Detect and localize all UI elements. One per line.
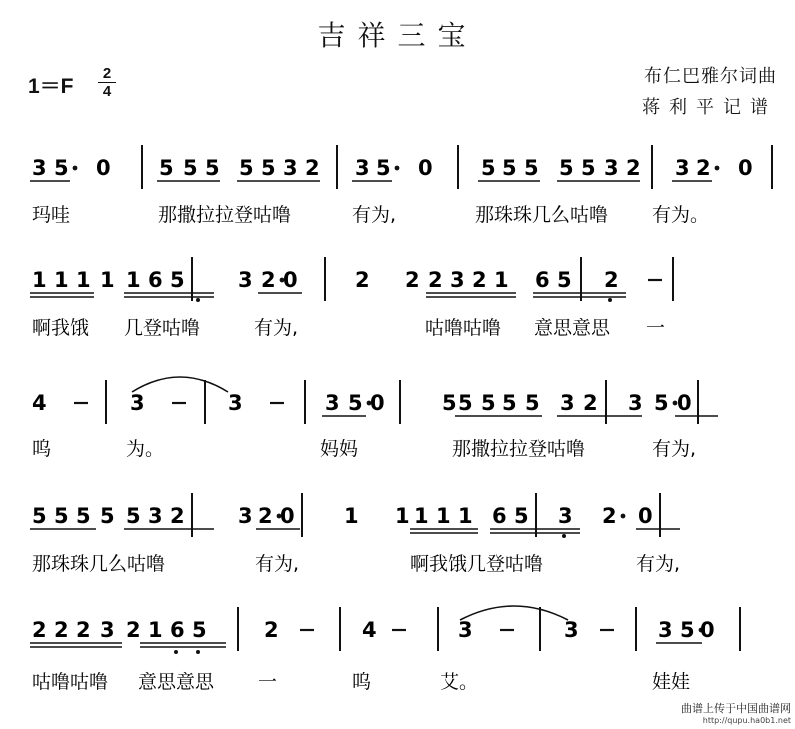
note-3: 3 bbox=[238, 268, 253, 292]
footer-watermark bbox=[681, 703, 791, 727]
note-4: 4 bbox=[362, 618, 377, 642]
lyric-segment: 妈妈 bbox=[320, 438, 359, 460]
lyric-segment: 呜 bbox=[352, 671, 372, 693]
note-5: 5 bbox=[54, 504, 69, 528]
lyric-segment: 呜 bbox=[32, 438, 52, 460]
note-3: 3 bbox=[450, 268, 465, 292]
note-2: 2 bbox=[696, 156, 711, 180]
low-octave-dot bbox=[174, 650, 178, 654]
note-3: 3 bbox=[560, 391, 575, 415]
note-2: 2 bbox=[126, 618, 141, 642]
note-2: 2 bbox=[170, 504, 185, 528]
note-1: 1 bbox=[54, 268, 69, 292]
meter-top: 2 bbox=[102, 65, 112, 82]
note-5: 5 bbox=[581, 156, 596, 180]
lyric-segment: 意思意思 bbox=[534, 317, 611, 339]
note-5: 5 bbox=[514, 504, 529, 528]
note-5: 5 bbox=[348, 391, 363, 415]
lyric-segment: 那珠珠几么咕噜 bbox=[32, 553, 166, 575]
note-3: 3 bbox=[325, 391, 340, 415]
note-3: 3 bbox=[355, 156, 370, 180]
lyric-segment: 意思意思 bbox=[138, 671, 215, 693]
note-3: 3 bbox=[228, 391, 243, 415]
note-0: 0 bbox=[677, 391, 692, 415]
augmentation-dot bbox=[395, 166, 400, 171]
note-1: 1 bbox=[148, 618, 163, 642]
augmentation-dot bbox=[621, 514, 626, 519]
note-3: 3 bbox=[564, 618, 579, 642]
note-6: 6 bbox=[535, 268, 550, 292]
note-2: 2 bbox=[54, 618, 69, 642]
lyric-segment: 有为, bbox=[652, 438, 697, 460]
lyric-segment: 玛哇 bbox=[32, 204, 71, 226]
credit-notation: 蒋利平记谱 bbox=[642, 97, 777, 118]
note-0: 0 bbox=[96, 156, 111, 180]
note-3: 3 bbox=[675, 156, 690, 180]
note-2: 2 bbox=[258, 504, 273, 528]
note-3: 3 bbox=[100, 618, 115, 642]
note-2: 2 bbox=[472, 268, 487, 292]
note-1: 1 bbox=[494, 268, 509, 292]
upload-note: 曲谱上传于中国曲谱网 bbox=[681, 702, 791, 715]
lyric-segment: 有为, bbox=[352, 204, 397, 226]
note-5: 5 bbox=[481, 156, 496, 180]
note-5: 5 bbox=[205, 156, 220, 180]
note-5: 5 bbox=[32, 504, 47, 528]
key-signature: 1＝F bbox=[28, 75, 74, 98]
tie-arc bbox=[132, 377, 228, 392]
lyric-segment: 咕噜咕噜 bbox=[425, 317, 502, 339]
note-5: 5 bbox=[525, 391, 540, 415]
note-0: 0 bbox=[738, 156, 753, 180]
note-4: 4 bbox=[32, 391, 47, 415]
note-5: 5 bbox=[261, 156, 276, 180]
lyric-segment: 有为, bbox=[255, 553, 300, 575]
note-3: 3 bbox=[238, 504, 253, 528]
low-octave-dot bbox=[196, 298, 200, 302]
note-0: 0 bbox=[700, 618, 715, 642]
lyric-segment: 有为。 bbox=[652, 204, 710, 226]
low-octave-dot bbox=[608, 298, 612, 302]
note-3: 3 bbox=[130, 391, 145, 415]
note-5: 5 bbox=[458, 391, 473, 415]
note-5: 5 bbox=[557, 268, 572, 292]
note-2: 2 bbox=[604, 268, 619, 292]
note-5: 5 bbox=[159, 156, 174, 180]
note-5: 5 bbox=[502, 391, 517, 415]
augmentation-dot bbox=[715, 166, 720, 171]
note-1: 1 bbox=[100, 268, 115, 292]
credit-lyrics-music: 布仁巴雅尔词曲 bbox=[644, 66, 777, 87]
note-2: 2 bbox=[602, 504, 617, 528]
note-5: 5 bbox=[126, 504, 141, 528]
note-5: 5 bbox=[481, 391, 496, 415]
tie-arc bbox=[460, 606, 568, 620]
note-2: 2 bbox=[261, 268, 276, 292]
lyric-segment: 那撒拉拉登咕噜 bbox=[158, 204, 292, 226]
note-0: 0 bbox=[283, 268, 298, 292]
note-5: 5 bbox=[76, 504, 91, 528]
meter-bottom: 4 bbox=[102, 83, 112, 100]
song-title: 吉祥三宝 bbox=[317, 19, 478, 52]
lyric-segment: 娃娃 bbox=[652, 671, 691, 693]
lyric-segment: 啊我饿几登咕噜 bbox=[410, 553, 544, 575]
note-5: 5 bbox=[502, 156, 517, 180]
note-5: 5 bbox=[654, 391, 669, 415]
note-1: 1 bbox=[458, 504, 473, 528]
note-1: 1 bbox=[344, 504, 359, 528]
note-1: 1 bbox=[32, 268, 47, 292]
lyric-segment: 咕噜咕噜 bbox=[32, 671, 109, 693]
note-5: 5 bbox=[54, 156, 69, 180]
note-0: 0 bbox=[638, 504, 653, 528]
lyric-segment: 那珠珠几么咕噜 bbox=[475, 204, 609, 226]
note-2: 2 bbox=[583, 391, 598, 415]
note-2: 2 bbox=[76, 618, 91, 642]
lyric-segment: 一 bbox=[646, 317, 666, 339]
note-3: 3 bbox=[558, 504, 573, 528]
lyric-segment: 一 bbox=[258, 671, 278, 693]
note-5: 5 bbox=[100, 504, 115, 528]
note-6: 6 bbox=[170, 618, 185, 642]
note-2: 2 bbox=[305, 156, 320, 180]
note-3: 3 bbox=[658, 618, 673, 642]
note-2: 2 bbox=[32, 618, 47, 642]
lyric-segment: 几登咕噜 bbox=[124, 317, 201, 339]
low-octave-dot bbox=[562, 534, 566, 538]
augmentation-dot bbox=[73, 166, 78, 171]
note-1: 1 bbox=[414, 504, 429, 528]
note-1: 1 bbox=[76, 268, 91, 292]
note-2: 2 bbox=[355, 268, 370, 292]
note-2: 2 bbox=[405, 268, 420, 292]
lyric-segment: 有为, bbox=[636, 553, 681, 575]
lyric-segment: 有为, bbox=[254, 317, 299, 339]
note-2: 2 bbox=[626, 156, 641, 180]
note-5: 5 bbox=[239, 156, 254, 180]
note-5: 5 bbox=[376, 156, 391, 180]
note-3: 3 bbox=[32, 156, 47, 180]
note-6: 6 bbox=[148, 268, 163, 292]
lyric-segment: 艾。 bbox=[440, 671, 479, 693]
note-0: 0 bbox=[418, 156, 433, 180]
low-octave-dot bbox=[196, 650, 200, 654]
note-3: 3 bbox=[628, 391, 643, 415]
note-5: 5 bbox=[192, 618, 207, 642]
note-5: 5 bbox=[183, 156, 198, 180]
note-1: 1 bbox=[436, 504, 451, 528]
note-2: 2 bbox=[428, 268, 443, 292]
note-3: 3 bbox=[148, 504, 163, 528]
note-3: 3 bbox=[458, 618, 473, 642]
note-6: 6 bbox=[492, 504, 507, 528]
note-1: 1 bbox=[126, 268, 141, 292]
note-0: 0 bbox=[280, 504, 295, 528]
site-url: http://qupu.ha0b1.net bbox=[702, 716, 791, 725]
note-1: 1 bbox=[395, 504, 410, 528]
lyric-segment: 啊我饿 bbox=[32, 317, 90, 339]
note-5: 5 bbox=[170, 268, 185, 292]
note-5: 5 bbox=[442, 391, 457, 415]
note-5: 5 bbox=[524, 156, 539, 180]
note-3: 3 bbox=[604, 156, 619, 180]
note-5: 5 bbox=[559, 156, 574, 180]
lyric-segment: 那撒拉拉登咕噜 bbox=[452, 438, 586, 460]
note-0: 0 bbox=[370, 391, 385, 415]
note-5: 5 bbox=[680, 618, 695, 642]
note-3: 3 bbox=[283, 156, 298, 180]
lyric-segment: 为。 bbox=[126, 438, 165, 460]
note-2: 2 bbox=[264, 618, 279, 642]
